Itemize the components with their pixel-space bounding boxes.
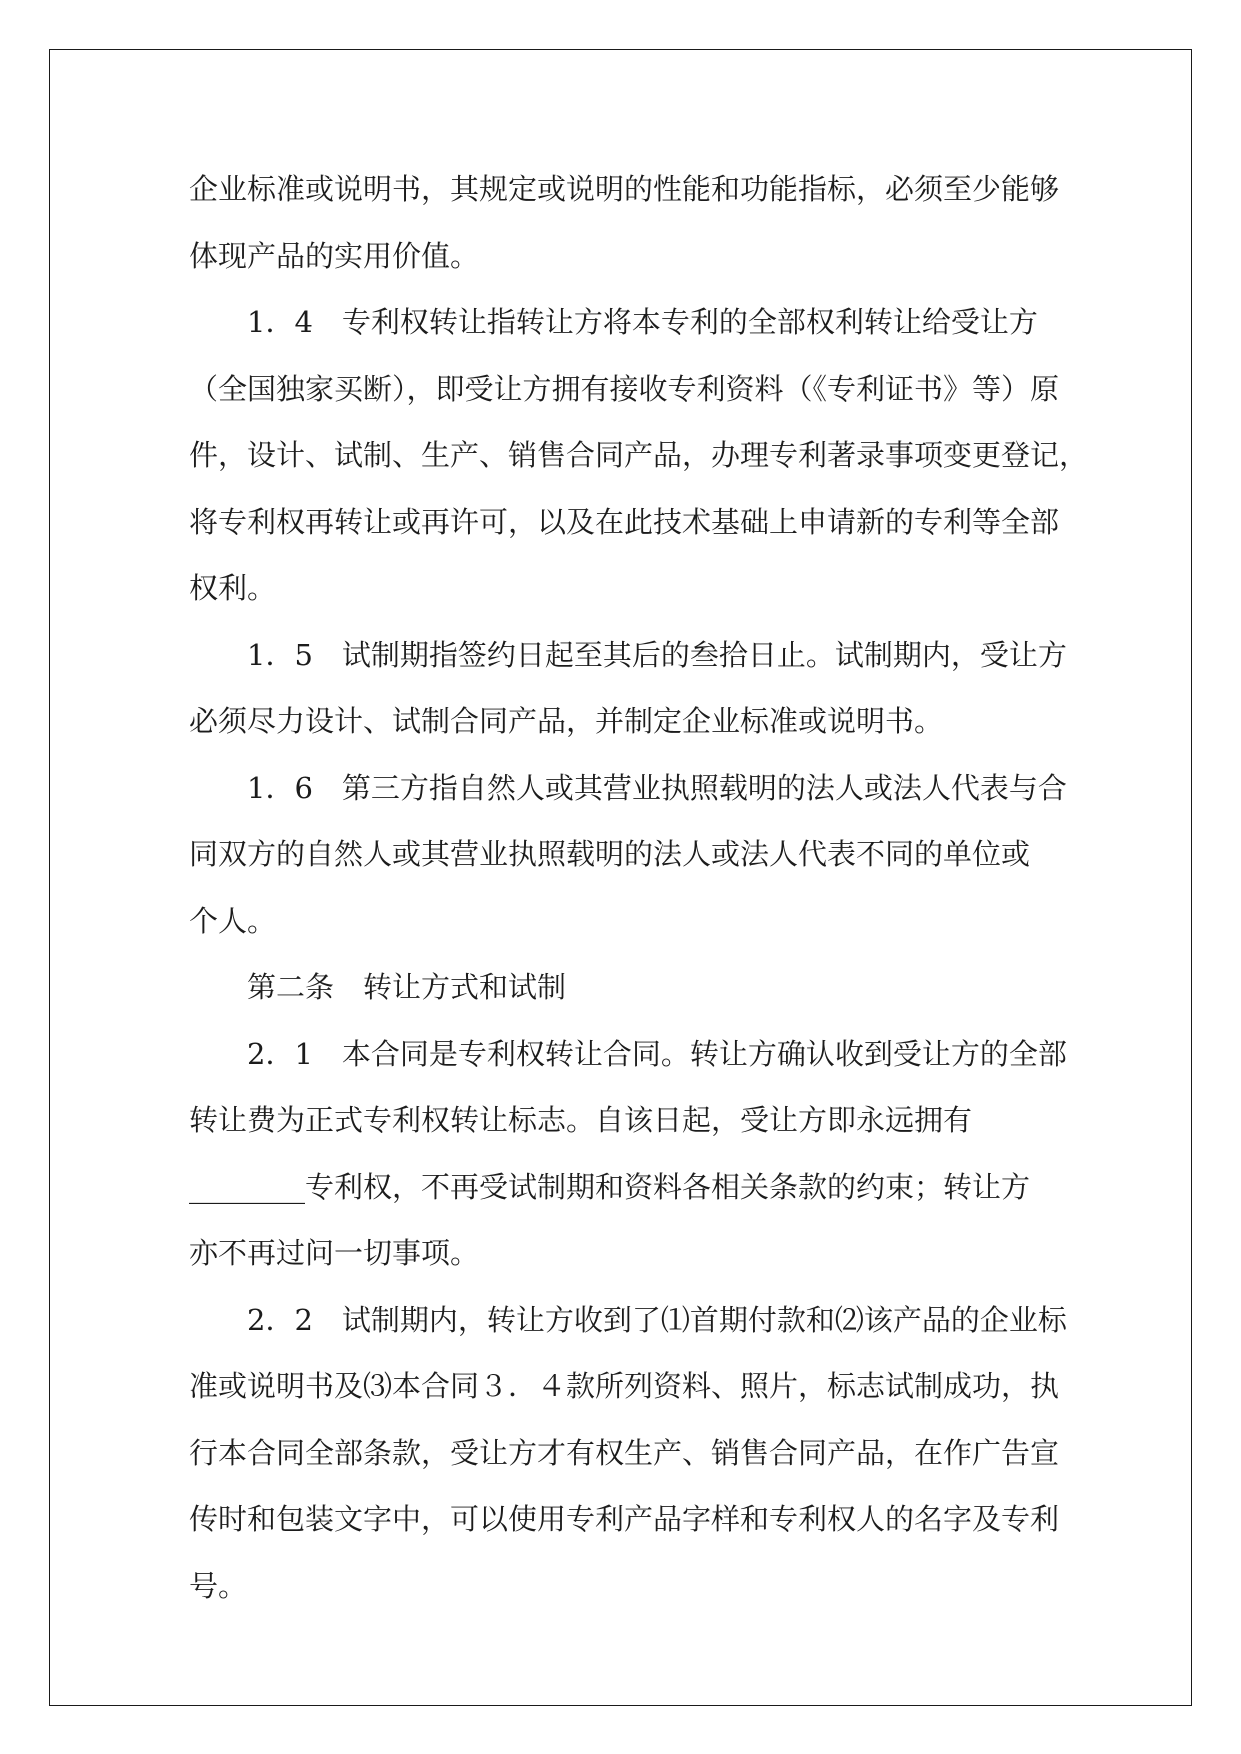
text-line: （全国独家买断），即受让方拥有接收专利资料（《专利证书》等）原 [189,371,1060,406]
article-2-heading: 第二条 转让方式和试制 [247,970,567,1004]
text-line: 转让费为正式专利权转让标志。自该日起，受让方即永远拥有 [189,1103,973,1137]
document-body [189,156,1089,1619]
text-line: 传时和包装文字中，可以使用专利产品字样和专利权人的名字及专利 [189,1502,1060,1536]
text-line: 权利。 [189,571,277,605]
text-line: 个人。 [189,903,277,938]
clause-1-5: 1．5 试制期指签约日起至其后的叁拾日止。试制期内，受让方 [247,637,1067,672]
text-line: 准或说明书及⑶本合同３．４款所列资料、照片，标志试制成功，执 [189,1369,1060,1403]
text-line: 同双方的自然人或其营业执照载明的法人或法人代表不同的单位或 [189,837,1031,871]
text-line: 必须尽力设计、试制合同产品，并制定企业标准或说明书。 [189,704,944,738]
text-line: 企业标准或说明书，其规定或说明的性能和功能指标，必须至少能够 [189,172,1060,206]
text-line: 件，设计、试制、生产、销售合同产品，办理专利著录事项变更登记， [189,438,1089,472]
text-line: 行本合同全部条款，受让方才有权生产、销售合同产品，在作广告宣 [189,1435,1060,1470]
clause-2-1: 2．1 本合同是专利权转让合同。转让方确认收到受让方的全部 [247,1036,1067,1071]
text-line: 将专利权再转让或再许可，以及在此技术基础上申请新的专利等全部 [189,504,1060,539]
clause-1-4: 1．4 专利权转让指转让方将本专利的全部权利转让给受让方 [247,305,1038,339]
text-line: 亦不再过问一切事项。 [189,1236,480,1270]
text-line: ________专利权，不再受试制期和资料各相关条款的约束；转让方 [189,1169,1031,1204]
text-line: 体现产品的实用价值。 [189,238,480,273]
clause-1-6: 1．6 第三方指自然人或其营业执照载明的法人或法人代表与合 [247,770,1067,805]
text-line: 号。 [189,1568,248,1603]
clause-2-2: 2．2 试制期内，转让方收到了⑴首期付款和⑵该产品的企业标 [247,1302,1067,1337]
